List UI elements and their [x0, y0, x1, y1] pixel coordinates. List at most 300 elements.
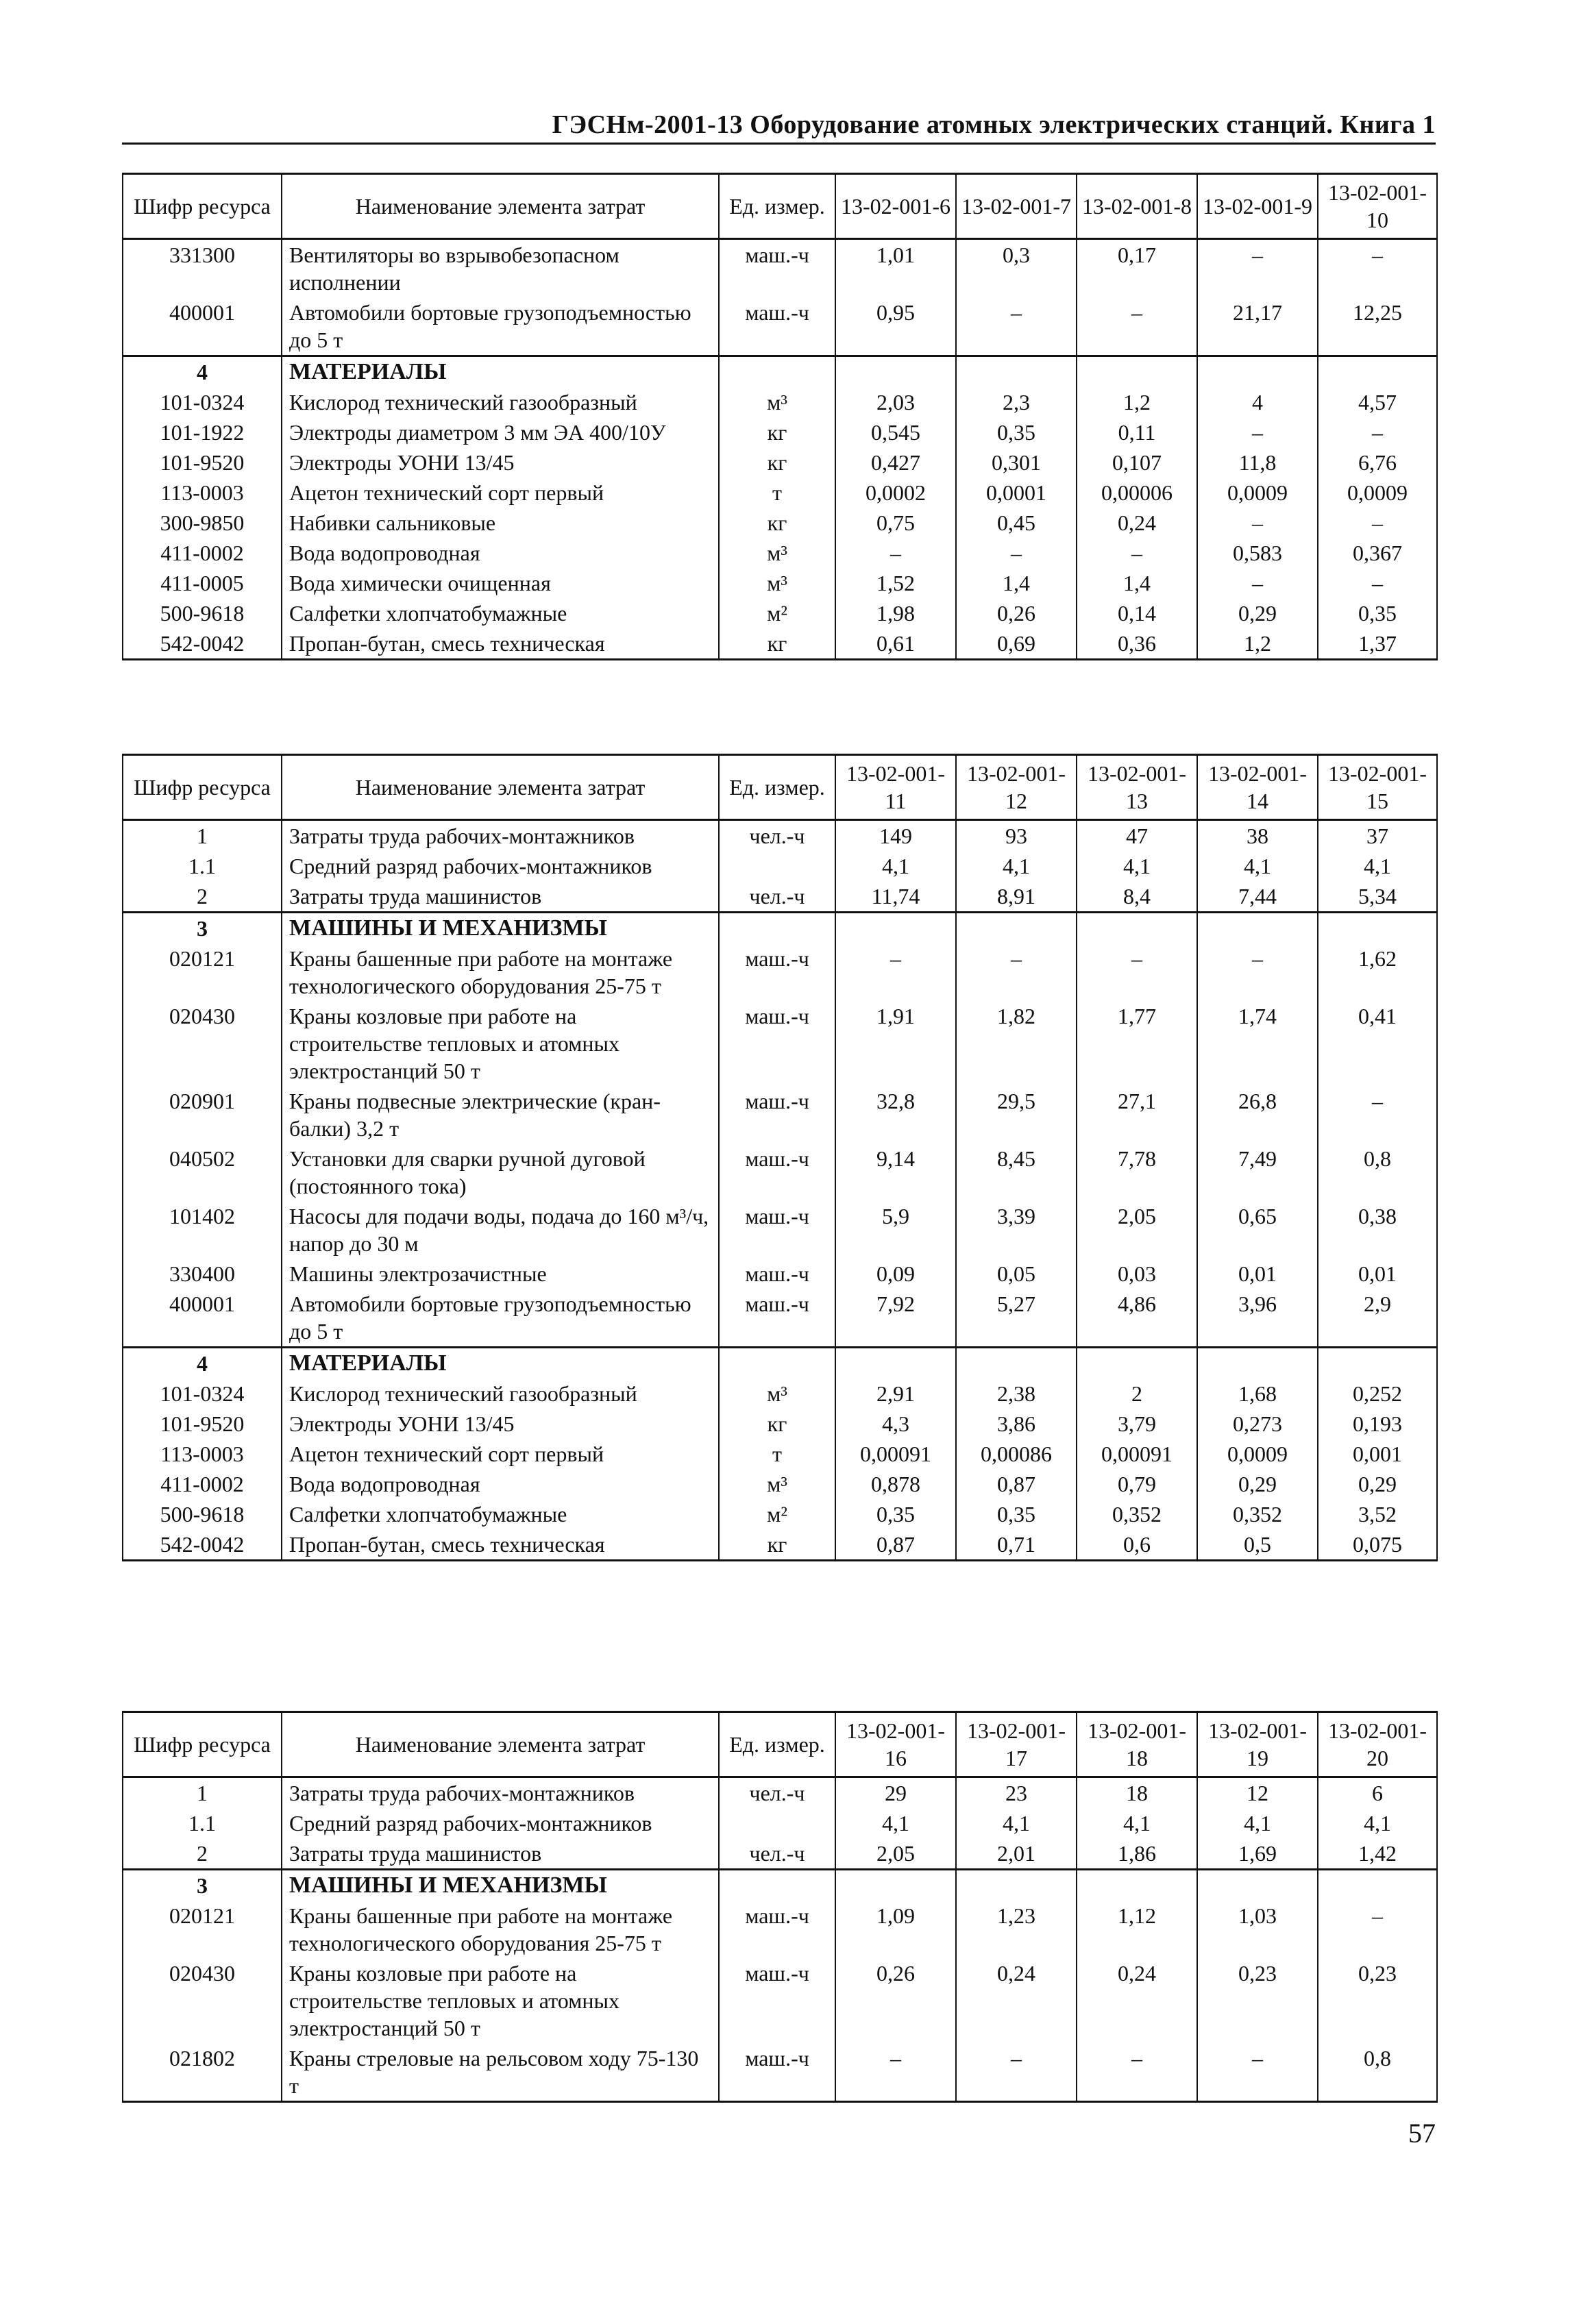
- cell-value: 0,301: [956, 447, 1077, 478]
- cell-unit: чел.-ч: [719, 1838, 835, 1870]
- cell-code: 2: [123, 881, 282, 913]
- cell-value: –: [1318, 417, 1437, 447]
- table-row: [123, 820, 1437, 852]
- cell-value: 6: [1318, 1777, 1437, 1809]
- cell-value: 2,05: [1077, 1201, 1197, 1259]
- cell-value: 2,9: [1318, 1289, 1437, 1348]
- cell-value: 0,24: [956, 1958, 1077, 2043]
- cell-value: 0,352: [1197, 1499, 1318, 1529]
- cell-unit: м²: [719, 598, 835, 628]
- cell-unit: кг: [719, 508, 835, 538]
- cell-value: 1,86: [1077, 1838, 1197, 1870]
- cell-value: 0,26: [956, 598, 1077, 628]
- cell-value: 4,1: [1318, 1808, 1437, 1838]
- cell-value: 7,44: [1197, 881, 1318, 913]
- cell-name: Затраты труда рабочих-монтажников: [282, 1777, 719, 1809]
- cell-name: Автомобили бортовые грузоподъемностью до 5 т: [282, 297, 719, 356]
- table-row: [123, 1439, 1437, 1469]
- header-col: 13-02-001-12: [956, 755, 1077, 820]
- cell-value: 1,4: [956, 568, 1077, 598]
- cell-value: 1,12: [1077, 1901, 1197, 1958]
- cell-value: 0,29: [1318, 1469, 1437, 1499]
- section-row: [123, 1870, 1437, 1901]
- cell-value: –: [1318, 508, 1437, 538]
- cell-value: 0,193: [1318, 1409, 1437, 1439]
- table-row: [123, 1529, 1437, 1561]
- cell-code: 101-9520: [123, 1409, 282, 1439]
- cell-value: 47: [1077, 820, 1197, 852]
- table-row: [123, 2043, 1437, 2102]
- cell-unit: маш.-ч: [719, 1086, 835, 1144]
- cell-name: Краны козловые при работе на строительстве тепловых и атомных электростанций 50 т: [282, 1001, 719, 1086]
- cell-name: Краны подвесные электрические (кран-балки) 3,2 т: [282, 1086, 719, 1144]
- cell-unit: м²: [719, 1499, 835, 1529]
- cell-code: 020901: [123, 1086, 282, 1144]
- cell-code: 020430: [123, 1001, 282, 1086]
- cell-value: 0,29: [1197, 598, 1318, 628]
- cell-value: [1077, 1870, 1197, 1901]
- table-row: [123, 1289, 1437, 1348]
- cell-value: 2,38: [956, 1379, 1077, 1409]
- cell-name: Вентиляторы во взрывобезопасном исполнении: [282, 239, 719, 298]
- cell-value: [835, 1348, 956, 1379]
- cell-value: –: [1197, 239, 1318, 298]
- cell-name: Средний разряд рабочих-монтажников: [282, 1808, 719, 1838]
- cell-value: 3,52: [1318, 1499, 1437, 1529]
- cell-name: Электроды диаметром 3 мм ЭА 400/10У: [282, 417, 719, 447]
- cell-value: 4,1: [1077, 851, 1197, 881]
- cell-name: МАШИНЫ И МЕХАНИЗМЫ: [282, 1870, 719, 1901]
- cell-value: 0,69: [956, 628, 1077, 660]
- cell-value: 4,1: [956, 1808, 1077, 1838]
- header-col: 13-02-001-17: [956, 1712, 1077, 1777]
- cell-name: Ацетон технический сорт первый: [282, 1439, 719, 1469]
- cell-name: Вода водопроводная: [282, 1469, 719, 1499]
- header-col: 13-02-001-14: [1197, 755, 1318, 820]
- cell-code: 1: [123, 1777, 282, 1809]
- cell-value: 4,57: [1318, 387, 1437, 417]
- cell-value: 1,77: [1077, 1001, 1197, 1086]
- cell-value: 0,367: [1318, 538, 1437, 568]
- cell-value: 0,38: [1318, 1201, 1437, 1259]
- cell-unit: маш.-ч: [719, 2043, 835, 2102]
- table-row: [123, 1086, 1437, 1144]
- header-name: Наименование элемента затрат: [282, 1712, 719, 1777]
- cell-value: 2,3: [956, 387, 1077, 417]
- header-code: Шифр ресурса: [123, 174, 282, 239]
- cell-name: Салфетки хлопчатобумажные: [282, 1499, 719, 1529]
- cell-code: 3: [123, 913, 282, 944]
- table-row: [123, 1201, 1437, 1259]
- table-row: [123, 1144, 1437, 1201]
- cell-name: Затраты труда машинистов: [282, 1838, 719, 1870]
- cell-value: 4: [1197, 387, 1318, 417]
- cell-value: [835, 913, 956, 944]
- cell-name: Затраты труда рабочих-монтажников: [282, 820, 719, 852]
- cell-value: 0,61: [835, 628, 956, 660]
- cell-unit: кг: [719, 628, 835, 660]
- table-row: [123, 538, 1437, 568]
- table-row: [123, 239, 1437, 298]
- header-code: Шифр ресурса: [123, 1712, 282, 1777]
- cell-value: 9,14: [835, 1144, 956, 1201]
- cell-value: 1,42: [1318, 1838, 1437, 1870]
- cell-name: Затраты труда машинистов: [282, 881, 719, 913]
- cell-unit: кг: [719, 417, 835, 447]
- cell-value: 0,8: [1318, 1144, 1437, 1201]
- cell-code: 113-0003: [123, 1439, 282, 1469]
- cell-value: –: [835, 2043, 956, 2102]
- table-row: [123, 628, 1437, 660]
- cell-value: 27,1: [1077, 1086, 1197, 1144]
- cell-code: 101-1922: [123, 417, 282, 447]
- cell-value: –: [1197, 568, 1318, 598]
- resource-table-3: [122, 1711, 1438, 2103]
- cell-unit: м³: [719, 1469, 835, 1499]
- resource-table-1: [122, 173, 1438, 660]
- table-header-row: [123, 174, 1437, 239]
- cell-value: –: [1197, 508, 1318, 538]
- table-row: [123, 598, 1437, 628]
- cell-unit: чел.-ч: [719, 820, 835, 852]
- cell-value: [1197, 1348, 1318, 1379]
- table-row: [123, 1958, 1437, 2043]
- cell-code: 411-0002: [123, 1469, 282, 1499]
- cell-value: 0,29: [1197, 1469, 1318, 1499]
- cell-value: 3,79: [1077, 1409, 1197, 1439]
- cell-value: 0,107: [1077, 447, 1197, 478]
- cell-code: 101-9520: [123, 447, 282, 478]
- cell-value: 11,8: [1197, 447, 1318, 478]
- cell-value: 0,3: [956, 239, 1077, 298]
- cell-value: [1197, 1870, 1318, 1901]
- cell-value: 0,45: [956, 508, 1077, 538]
- cell-value: 4,3: [835, 1409, 956, 1439]
- cell-value: 0,03: [1077, 1259, 1197, 1289]
- cell-value: 0,00091: [1077, 1439, 1197, 1469]
- cell-value: 0,11: [1077, 417, 1197, 447]
- cell-unit: маш.-ч: [719, 297, 835, 356]
- cell-name: Краны стреловые на рельсовом ходу 75-130 т: [282, 2043, 719, 2102]
- cell-value: 2: [1077, 1379, 1197, 1409]
- cell-value: 0,252: [1318, 1379, 1437, 1409]
- cell-value: 0,878: [835, 1469, 956, 1499]
- cell-name: МАШИНЫ И МЕХАНИЗМЫ: [282, 913, 719, 944]
- cell-value: 1,91: [835, 1001, 956, 1086]
- cell-unit: маш.-ч: [719, 1201, 835, 1259]
- cell-name: Салфетки хлопчатобумажные: [282, 598, 719, 628]
- resource-table-2: [122, 754, 1438, 1561]
- cell-name: Вода химически очищенная: [282, 568, 719, 598]
- header-col: 13-02-001-13: [1077, 755, 1197, 820]
- cell-unit: т: [719, 1439, 835, 1469]
- cell-value: 0,0009: [1318, 478, 1437, 508]
- table-row: [123, 1777, 1437, 1809]
- cell-code: 542-0042: [123, 628, 282, 660]
- table-header-row: [123, 1712, 1437, 1777]
- cell-value: 0,24: [1077, 508, 1197, 538]
- cell-code: 400001: [123, 297, 282, 356]
- cell-value: 1,03: [1197, 1901, 1318, 1958]
- cell-value: 12,25: [1318, 297, 1437, 356]
- table-row: [123, 508, 1437, 538]
- cell-unit: [719, 851, 835, 881]
- cell-value: 1,23: [956, 1901, 1077, 1958]
- cell-value: 8,91: [956, 881, 1077, 913]
- cell-name: Вода водопроводная: [282, 538, 719, 568]
- cell-value: 0,0002: [835, 478, 956, 508]
- cell-value: 4,1: [1197, 1808, 1318, 1838]
- cell-unit: [719, 1808, 835, 1838]
- cell-value: 149: [835, 820, 956, 852]
- table-row: [123, 1469, 1437, 1499]
- cell-code: 411-0005: [123, 568, 282, 598]
- cell-code: 331300: [123, 239, 282, 298]
- cell-value: [956, 1348, 1077, 1379]
- cell-value: [1197, 356, 1318, 388]
- cell-code: 300-9850: [123, 508, 282, 538]
- cell-value: [1077, 356, 1197, 388]
- cell-value: 3,96: [1197, 1289, 1318, 1348]
- header-name: Наименование элемента затрат: [282, 755, 719, 820]
- cell-value: 11,74: [835, 881, 956, 913]
- cell-code: 4: [123, 1348, 282, 1379]
- cell-value: 0,001: [1318, 1439, 1437, 1469]
- cell-value: 1,37: [1318, 628, 1437, 660]
- cell-value: 0,8: [1318, 2043, 1437, 2102]
- cell-unit: маш.-ч: [719, 239, 835, 298]
- cell-value: 0,00006: [1077, 478, 1197, 508]
- header-col: 13-02-001-10: [1318, 174, 1437, 239]
- cell-value: 2,01: [956, 1838, 1077, 1870]
- cell-name: Кислород технический газообразный: [282, 1379, 719, 1409]
- cell-value: 5,34: [1318, 881, 1437, 913]
- cell-value: –: [835, 538, 956, 568]
- cell-value: –: [1197, 417, 1318, 447]
- cell-name: Средний разряд рабочих-монтажников: [282, 851, 719, 881]
- cell-value: 0,6: [1077, 1529, 1197, 1561]
- cell-value: 93: [956, 820, 1077, 852]
- cell-value: 6,76: [1318, 447, 1437, 478]
- cell-unit: чел.-ч: [719, 881, 835, 913]
- cell-value: –: [1318, 1901, 1437, 1958]
- table-row: [123, 1838, 1437, 1870]
- cell-value: 0,09: [835, 1259, 956, 1289]
- cell-unit: м³: [719, 1379, 835, 1409]
- table-row: [123, 387, 1437, 417]
- cell-code: 2: [123, 1838, 282, 1870]
- table-row: [123, 1409, 1437, 1439]
- cell-value: 5,27: [956, 1289, 1077, 1348]
- table-row: [123, 478, 1437, 508]
- cell-code: 1: [123, 820, 282, 852]
- header-name: Наименование элемента затрат: [282, 174, 719, 239]
- cell-value: –: [1197, 2043, 1318, 2102]
- table-row: [123, 417, 1437, 447]
- cell-value: 4,1: [835, 1808, 956, 1838]
- table-row: [123, 881, 1437, 913]
- cell-code: 400001: [123, 1289, 282, 1348]
- cell-value: 29,5: [956, 1086, 1077, 1144]
- cell-value: 0,71: [956, 1529, 1077, 1561]
- cell-value: 0,75: [835, 508, 956, 538]
- header-unit: Ед. измер.: [719, 1712, 835, 1777]
- cell-code: 101-0324: [123, 387, 282, 417]
- cell-unit: [719, 1870, 835, 1901]
- cell-value: 0,36: [1077, 628, 1197, 660]
- header-code: Шифр ресурса: [123, 755, 282, 820]
- cell-value: 1,2: [1197, 628, 1318, 660]
- cell-unit: [719, 913, 835, 944]
- header-col: 13-02-001-16: [835, 1712, 956, 1777]
- table-row: [123, 1259, 1437, 1289]
- cell-code: 500-9618: [123, 598, 282, 628]
- cell-value: 0,00086: [956, 1439, 1077, 1469]
- header-col: 13-02-001-15: [1318, 755, 1437, 820]
- cell-value: 0,24: [1077, 1958, 1197, 2043]
- cell-code: 020430: [123, 1958, 282, 2043]
- cell-value: 0,0001: [956, 478, 1077, 508]
- header-col: 13-02-001-7: [956, 174, 1077, 239]
- header-col: 13-02-001-6: [835, 174, 956, 239]
- cell-value: [1318, 1348, 1437, 1379]
- cell-value: 0,23: [1197, 1958, 1318, 2043]
- cell-name: Установки для сварки ручной дуговой (постоянного тока): [282, 1144, 719, 1201]
- cell-value: 2,03: [835, 387, 956, 417]
- cell-name: Кислород технический газообразный: [282, 387, 719, 417]
- cell-value: 1,01: [835, 239, 956, 298]
- cell-value: 4,86: [1077, 1289, 1197, 1348]
- section-row: [123, 913, 1437, 944]
- cell-code: 101402: [123, 1201, 282, 1259]
- cell-value: –: [956, 297, 1077, 356]
- table-row: [123, 1901, 1437, 1958]
- cell-value: 3,39: [956, 1201, 1077, 1259]
- cell-value: 0,427: [835, 447, 956, 478]
- cell-code: 113-0003: [123, 478, 282, 508]
- cell-code: 4: [123, 356, 282, 388]
- cell-value: [956, 913, 1077, 944]
- cell-code: 1.1: [123, 851, 282, 881]
- cell-code: 101-0324: [123, 1379, 282, 1409]
- cell-value: [835, 1870, 956, 1901]
- cell-value: 0,05: [956, 1259, 1077, 1289]
- cell-value: –: [1318, 1086, 1437, 1144]
- cell-value: –: [956, 943, 1077, 1001]
- header-col: 13-02-001-8: [1077, 174, 1197, 239]
- cell-value: 1,69: [1197, 1838, 1318, 1870]
- cell-value: 0,87: [835, 1529, 956, 1561]
- cell-value: 4,1: [956, 851, 1077, 881]
- cell-value: 29: [835, 1777, 956, 1809]
- table-row: [123, 851, 1437, 881]
- cell-value: [1318, 1870, 1437, 1901]
- cell-unit: [719, 1348, 835, 1379]
- cell-value: 37: [1318, 820, 1437, 852]
- cell-value: 5,9: [835, 1201, 956, 1259]
- cell-value: –: [1077, 297, 1197, 356]
- cell-value: 0,79: [1077, 1469, 1197, 1499]
- cell-value: –: [1318, 568, 1437, 598]
- cell-unit: кг: [719, 447, 835, 478]
- cell-value: 0,26: [835, 1958, 956, 2043]
- cell-value: 0,01: [1197, 1259, 1318, 1289]
- cell-value: 0,14: [1077, 598, 1197, 628]
- cell-value: 1,68: [1197, 1379, 1318, 1409]
- table-row: [123, 1499, 1437, 1529]
- cell-value: [1077, 913, 1197, 944]
- cell-value: 0,0009: [1197, 478, 1318, 508]
- cell-value: 7,92: [835, 1289, 956, 1348]
- cell-value: 1,4: [1077, 568, 1197, 598]
- cell-value: –: [956, 538, 1077, 568]
- cell-code: 411-0002: [123, 538, 282, 568]
- cell-value: 0,35: [835, 1499, 956, 1529]
- section-row: [123, 356, 1437, 388]
- cell-value: 0,583: [1197, 538, 1318, 568]
- cell-unit: маш.-ч: [719, 1958, 835, 2043]
- cell-value: 0,23: [1318, 1958, 1437, 2043]
- cell-value: 1,74: [1197, 1001, 1318, 1086]
- cell-name: Ацетон технический сорт первый: [282, 478, 719, 508]
- cell-unit: маш.-ч: [719, 1289, 835, 1348]
- cell-value: 0,35: [956, 417, 1077, 447]
- cell-value: 0,65: [1197, 1201, 1318, 1259]
- cell-value: 0,87: [956, 1469, 1077, 1499]
- cell-value: 7,49: [1197, 1144, 1318, 1201]
- cell-value: 0,0009: [1197, 1439, 1318, 1469]
- cell-value: 1,52: [835, 568, 956, 598]
- cell-value: 2,91: [835, 1379, 956, 1409]
- cell-value: 1,2: [1077, 387, 1197, 417]
- cell-value: 0,352: [1077, 1499, 1197, 1529]
- cell-value: 7,78: [1077, 1144, 1197, 1201]
- table-row: [123, 943, 1437, 1001]
- cell-value: –: [1197, 943, 1318, 1001]
- table-row: [123, 1379, 1437, 1409]
- cell-unit: маш.-ч: [719, 943, 835, 1001]
- cell-code: 020121: [123, 943, 282, 1001]
- table-row: [123, 1808, 1437, 1838]
- header-col: 13-02-001-18: [1077, 1712, 1197, 1777]
- header-col: 13-02-001-19: [1197, 1712, 1318, 1777]
- cell-name: МАТЕРИАЛЫ: [282, 356, 719, 388]
- cell-value: [835, 356, 956, 388]
- cell-value: 38: [1197, 820, 1318, 852]
- cell-name: Пропан-бутан, смесь техническая: [282, 1529, 719, 1561]
- cell-value: 1,98: [835, 598, 956, 628]
- cell-value: –: [835, 943, 956, 1001]
- cell-value: 0,01: [1318, 1259, 1437, 1289]
- cell-value: 0,00091: [835, 1439, 956, 1469]
- header-col: 13-02-001-9: [1197, 174, 1318, 239]
- cell-name: Краны башенные при работе на монтаже технологического оборудования 25-75 т: [282, 943, 719, 1001]
- cell-value: –: [1077, 943, 1197, 1001]
- cell-value: 1,82: [956, 1001, 1077, 1086]
- cell-unit: маш.-ч: [719, 1001, 835, 1086]
- cell-unit: маш.-ч: [719, 1259, 835, 1289]
- cell-code: 330400: [123, 1259, 282, 1289]
- cell-value: 8,4: [1077, 881, 1197, 913]
- table-row: [123, 447, 1437, 478]
- table-row: [123, 297, 1437, 356]
- cell-unit: м³: [719, 538, 835, 568]
- cell-value: [956, 1870, 1077, 1901]
- cell-unit: м³: [719, 568, 835, 598]
- cell-value: 0,545: [835, 417, 956, 447]
- cell-value: 0,41: [1318, 1001, 1437, 1086]
- page-header: [122, 108, 1436, 145]
